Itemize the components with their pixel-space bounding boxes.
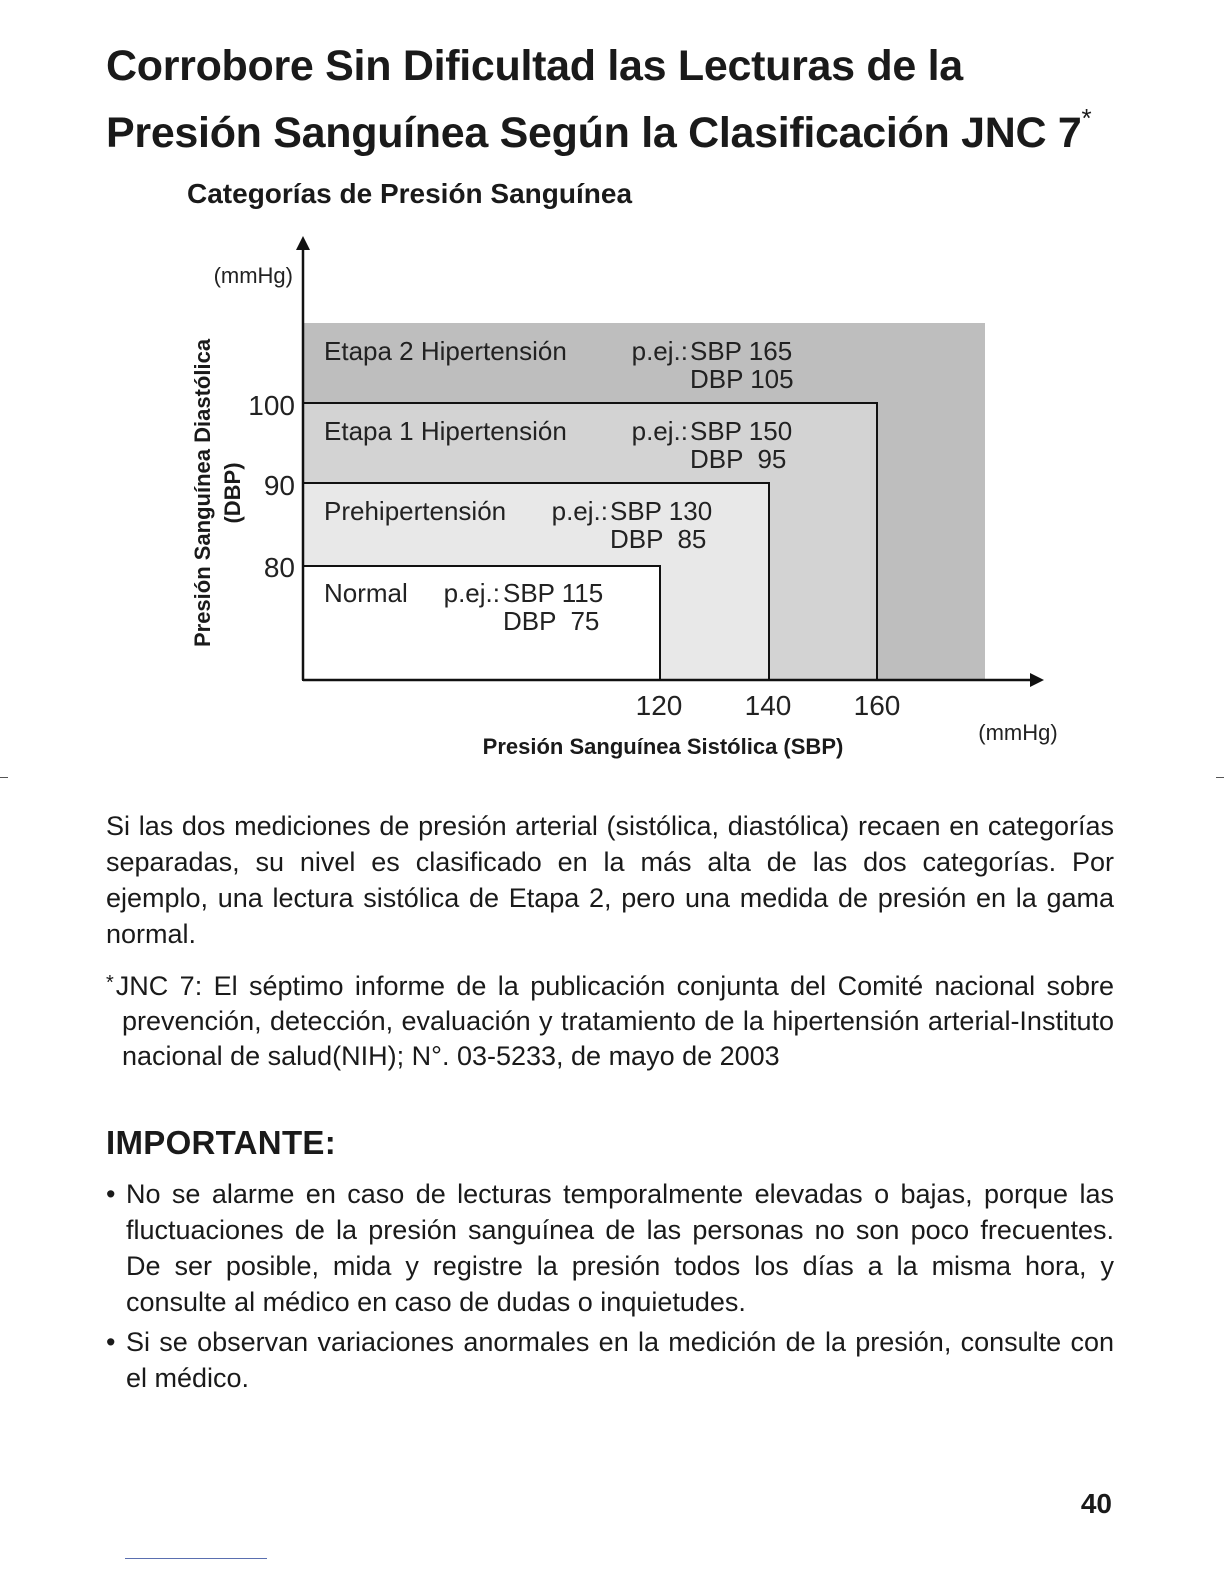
blood-pressure-chart [0, 220, 1224, 770]
zone-normal-dbp: DBP 75 [503, 606, 600, 636]
zone-stage1-dbp: DBP 95 [690, 444, 787, 474]
zone-stage2-example-prefix: p.ej.: [631, 336, 688, 366]
x-tick-label: 140 [744, 690, 792, 721]
zone-normal-example-prefix: p.ej.: [443, 578, 500, 608]
list-item [106, 1324, 1114, 1396]
x-tick-label: 160 [853, 690, 901, 721]
zone-stage2-sbp: SBP 165 [690, 336, 793, 366]
page-title-line-2 [106, 92, 1146, 159]
zone-normal-sbp: SBP 115 [503, 578, 604, 608]
zone-stage2-name: Etapa 2 Hipertensión [324, 336, 567, 366]
list-item [106, 1176, 1114, 1320]
page-number: 40 [1080, 1488, 1112, 1519]
y-axis-unit: (mmHg) [213, 263, 293, 288]
x-axis-unit: (mmHg) [978, 720, 1058, 745]
zone-prehypertension-dbp: DBP 85 [610, 524, 707, 554]
y-tick-label: 90 [263, 470, 295, 501]
y-tick-label: 80 [263, 552, 295, 583]
zone-stage1-sbp: SBP 150 [690, 416, 793, 446]
zone-stage1-example-prefix: p.ej.: [631, 416, 688, 446]
edge-tick-right [1216, 777, 1224, 778]
y-axis-label-line-2: (DBP) [220, 462, 245, 524]
page-title-line-2-text: Presión Sanguínea Según la Clasificación JNC 7 [106, 109, 1082, 157]
zone-prehypertension-name: Prehipertensión [324, 496, 507, 526]
chart-title: Categorías de Presión Sanguínea [187, 178, 633, 209]
zone-prehypertension-example-prefix: p.ej.: [551, 496, 608, 526]
bullet-icon: • [106, 1179, 116, 1209]
bottom-divider [125, 1558, 267, 1559]
y-tick-label: 100 [248, 390, 295, 421]
footnote [106, 966, 1114, 1074]
page-title-line-1: Corrobore Sin Dificultad las Lecturas de la [106, 42, 963, 90]
y-axis-label-line-1: Presión Sanguínea Diastólica [190, 338, 215, 648]
zone-stage1-name: Etapa 1 Hipertensión [324, 416, 567, 446]
footnote-marker: * [106, 972, 114, 994]
list-item-text: No se alarme en caso de lecturas temporalmente elevadas o bajas, porque las fluctuaciones de la presión sanguínea de las personas no son poco frecuentes. De ser posible, mida y registre la presión todos los días a la misma hora, y consulte al médico en caso de dudas o inquietudes. [126, 1179, 1114, 1317]
x-tick-label: 120 [635, 690, 683, 721]
edge-tick-left [0, 777, 8, 778]
zone-stage2-dbp: DBP 105 [690, 364, 794, 394]
x-axis-label: Presión Sanguínea Sistólica (SBP) [482, 734, 844, 759]
important-heading: IMPORTANTE: [106, 1124, 336, 1161]
footnote-text: JNC 7: El séptimo informe de la publicación conjunta del Comité nacional sobre prevención, detección, evaluación y tratamiento de la hipertensión arterial-Instituto nacional de salud(NIH); N°. 03-5233, de mayo de 2003 [115, 971, 1114, 1071]
explanation-paragraph: Si las dos mediciones de presión arterial (sistólica, diastólica) recaen en categorías separadas, su nivel es clasificado en la más alta de las dos categorías. Por ejemplo, una lectura sistólica de Etapa 2, pero una medida de presión en la gama normal. [106, 811, 1114, 949]
zone-prehypertension-sbp: SBP 130 [610, 496, 713, 526]
important-list [106, 1176, 1114, 1400]
zone-normal-name: Normal [324, 578, 408, 608]
page-title [106, 40, 1146, 159]
list-item-text: Si se observan variaciones anormales en la medición de la presión, consulte con el médico. [126, 1327, 1114, 1393]
bullet-icon: • [106, 1327, 116, 1357]
title-asterisk: * [1081, 103, 1092, 133]
